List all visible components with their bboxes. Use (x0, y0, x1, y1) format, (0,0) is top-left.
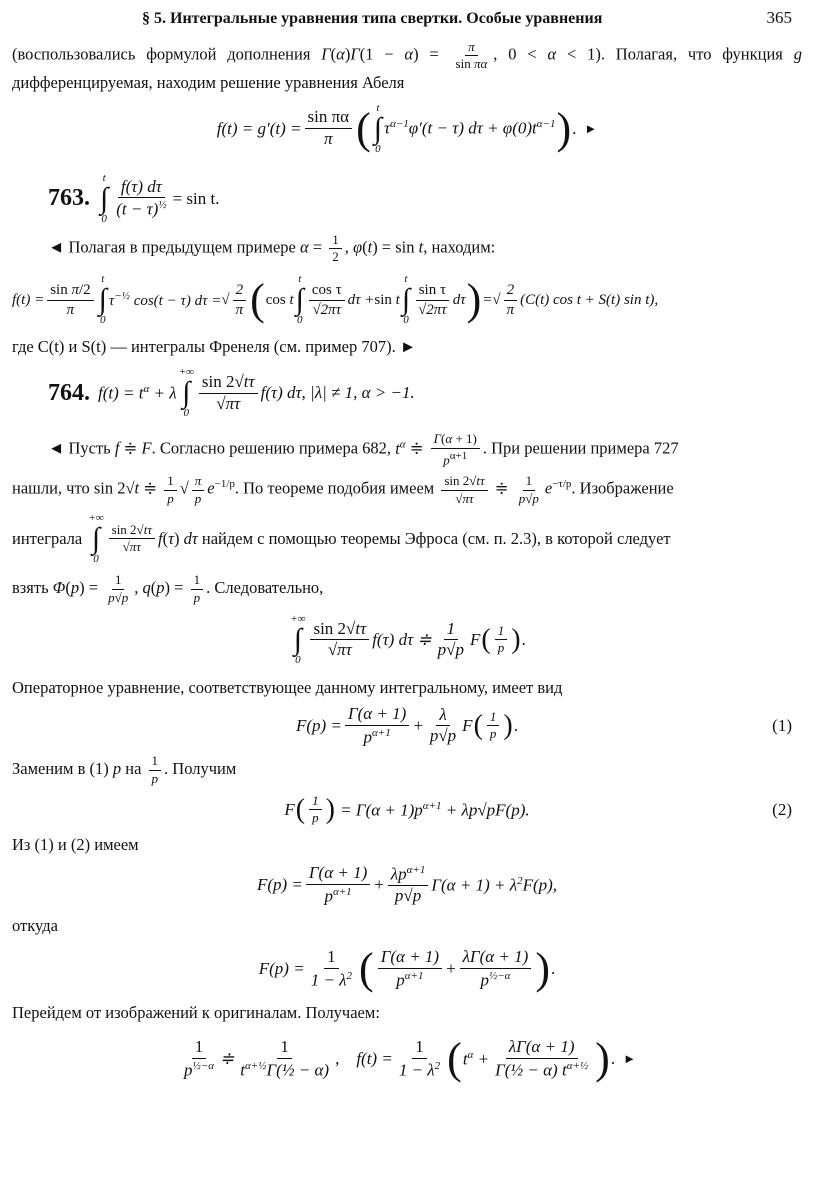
equation-5: $\frac{1}{p^{\frac{1}{2}-\alpha}}$ ≑ $\frac{1}{t^{\alpha+\frac{1}{2}}\Gamma(\frac{1}{2} - \alpha)}$ , f(t) = $\frac{1}{1 - \lambda^2}$ ( $t^\alpha$ + $\frac{\lambda\Gamma(\alpha + 1)}{\Gamma(\frac{1}{2} - \alpha) t^{\alpha+\frac{1}{2}}}$ ) . ► (184, 1033, 636, 1083)
equation-abel: f(t) = g′(t) = $\frac{\text{sin πα}}{\pi}$ ( t ∫ 0 $\tau^{\alpha-1}\varphi'(t - \tau) d\tau + \varphi(0)t^{\alpha-1}$ ) . ► (216, 101, 598, 155)
abel-lhs: f(t) = g′(t) = (216, 118, 302, 138)
abel-coef-den: π (324, 129, 333, 149)
text-whence: откуда (12, 915, 58, 935)
problem-763-number: 763. (48, 185, 90, 212)
equation-4: F(p) = $\frac{1}{1 - \lambda^2}$ ( $\frac{\Gamma(\alpha + 1)}{p^{\alpha+1}}$ + $\frac{\lambda\Gamma(\alpha + 1)}{p^{\frac{1}{2}-\alpha}}$ ) . (258, 943, 556, 993)
equation-2-label: (2) (772, 799, 792, 819)
abel-coef-num: sin πα (305, 108, 353, 129)
equation-1: F(p) = $\frac{\Gamma(\alpha + 1)}{p^{\alpha+1}}$ + $\frac{\lambda}{p√p}$ F ( $\frac{1}{p}$ ) . (1) (296, 703, 792, 747)
sol764-line1: ◄ Пусть f ≑ F. Согласно решению примера 682, $t^\alpha$ ≑ $\frac{\Gamma(\alpha + 1)}{p^{\alpha+1}}$ . При решении примера 727 (48, 431, 679, 468)
text-from-1-2: Из (1) и (2) имеем (12, 834, 139, 854)
sol764-line3: интеграла +∞ ∫ 0 $\frac{\sin 2√t\tau}{√\pi\tau}$ f(τ) dτ найдем с помощью теоремы Эфроса (см. п. 2.3), в которой следует (12, 511, 671, 565)
problem-763-rhs: = sin t. (172, 188, 220, 208)
problem-764-number: 764. (48, 379, 90, 406)
sol763-intro: ◄ Полагая в предыдущем примере α = $\frac{1}{2}$ , φ(t) = sin t, находим: (48, 231, 496, 264)
equation-3: F(p) = $\frac{\Gamma(\alpha + 1)}{p^{\alpha+1}}$ + $\frac{\lambda p^{\alpha+1}}{p√p}$ $\Gamma(\alpha + 1) + \lambda^2F(p)$, (256, 862, 558, 906)
equation-2: F ( $\frac{1}{p}$ ) = $\Gamma(\alpha + 1)p^{\alpha+1} + \lambda p√pF(p)$. (2) (284, 793, 792, 826)
sol763-end: где C(t) и S(t) — интегралы Френеля (см. пример 707). ► (12, 337, 417, 357)
running-head: § 5. Интегральные уравнения типа свертки. Особые уравнения (142, 10, 603, 27)
paragraph-intro: (воспользовались формулой дополнения Γ(α)Γ(1 − α) = $\frac{\pi}{\text{sin πα}}$ , 0 < α < 1). Полагая, что функция g дифференцируемая, находим решение уравнения Абеля (12, 39, 802, 92)
problem-764: 764. $f(t) = t^\alpha + \lambda$ +∞ ∫ 0 $\frac{\sin 2√t\tau}{√\pi\tau}$ f(τ) dτ, |λ| ≠ 1, α > −1. (48, 366, 415, 420)
equation-1-label: (1) (772, 715, 792, 735)
text-replace: Заменим в (1) p на $\frac{1}{p}$ . Получим (12, 753, 237, 786)
text-inverse: Перейдем от изображений к оригиналам. Получаем: (12, 1002, 380, 1022)
sol763-equation: f(t) = $\frac{\text{sin π/2}}{\pi}$ t ∫ 0 $\tau^{-\frac{1}{2}}$ cos(t − τ) dτ = √ $\frac{2}{\pi}$ ( cos t t ∫ 0 $\frac{\text{cos τ}}{√2\pi\tau}$ dτ + sin t t ∫ 0 $\frac{\text{sin τ}}{√2\pi\tau}$ dτ ) = √ $\frac{2}{\pi}$ (C(t) cos t + S(t) sin t), (12, 273, 659, 327)
sol764-line4: взять Φ(p) = $\frac{1}{p√p}$ , q(p) = $\frac{1}{p}$ . Следовательно, (12, 572, 324, 605)
page-header (12, 8, 802, 34)
sol764-line2: нашли, что sin 2√t ≑ $\frac{1}{p}$ √ $\frac{\pi}{p}$ $e^{-1/p}$. По теореме подобия имеем $\frac{\sin 2√t\tau}{√\pi\tau}$ ≑ $\frac{1}{p√p}$ $e^{-\tau/p}$. Изображение (12, 473, 674, 506)
equation-image: +∞ ∫ 0 $\frac{\sin 2√t\tau}{√\pi\tau}$ f(τ) dτ ≑ $\frac{1}{p√p}$ F ( $\frac{1}{p}$ ) . (290, 612, 526, 666)
text-operator: Операторное уравнение, соответствующее данному интегральному, имеет вид (12, 677, 563, 697)
problem-763: 763. t ∫ 0 $\frac{f(\tau) d\tau}{(t - \tau)^{\frac{1}{2}}}$ = sin t. (48, 171, 220, 225)
page-number: 365 (766, 8, 792, 27)
